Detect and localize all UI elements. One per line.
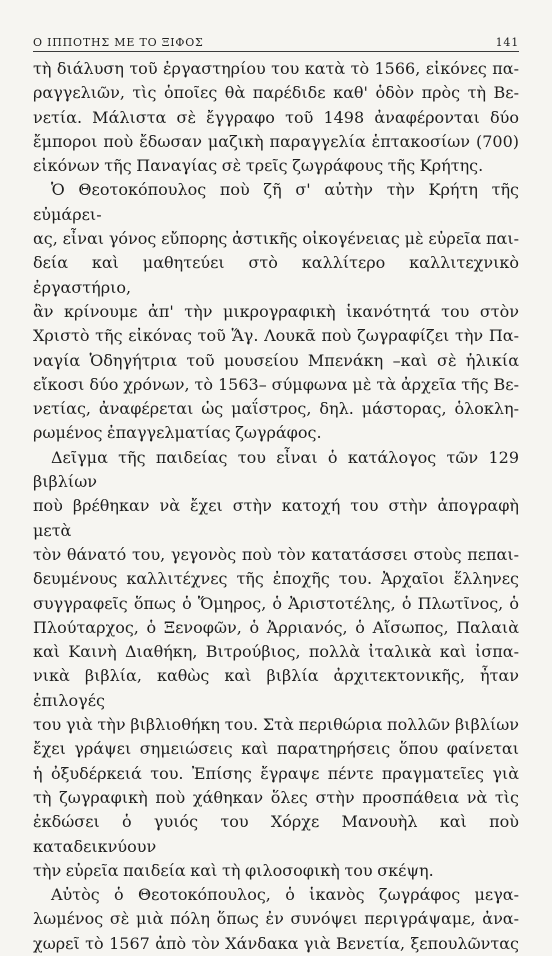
- text-line: συγγραφεῖς ὅπως ὁ Ὅμηρος, ὁ Ἀριστοτέλης, ὁ Πλωτῖνος, ὁ: [33, 593, 519, 613]
- text-line: τὴ διάλυση τοῦ ἐργαστηρίου του κατὰ τὸ 1566, εἰκόνες πα-: [33, 59, 519, 78]
- text-line: Αὐτὸς ὁ Θεοτοκόπουλος, ὁ ἱκανὸς ζωγράφος μεγα-: [51, 885, 519, 905]
- text-line: Χριστὸ τῆς εἰκόνας τοῦ Ἅγ. Λουκᾶ ποὺ ζωγραφίζει τὴν Πα-: [33, 326, 519, 346]
- text-line: καὶ Καινὴ Διαθήκη, Βιτρούβιος, πολλὰ ἰταλικὰ καὶ ἰσπα-: [33, 642, 519, 662]
- text-line: ἔμποροι ποὺ ἔδωσαν μαζικὴ παραγγελία ἑπτακοσίων (700): [33, 131, 519, 151]
- text-line: νετία. Μάλιστα σὲ ἔγγραφο τοῦ 1498 ἀναφέρονται δύο: [33, 107, 519, 127]
- text-line: Δεῖγμα τῆς παιδείας του εἶναι ὁ κατάλογος τῶν 129 βιβλίων: [33, 447, 519, 492]
- text-line: νετίας, ἀναφέρεται ὡς μαΐστρος, δηλ. μάστορας, ὁλοκλη-: [33, 399, 519, 419]
- text-line: χωρεῖ τὸ 1567 ἀπὸ τὸν Χάνδακα γιὰ Βενετία, ξεπουλῶντας: [33, 933, 519, 953]
- text-line: ἡ ὀξυδέρκειά του. Ἐπίσης ἔγραψε πέντε πραγματεῖες γιὰ: [33, 763, 519, 783]
- text-line: νικὰ βιβλία, καθὼς καὶ βιβλία ἀρχιτεκτονικῆς, ἦταν ἐπιλογές: [33, 666, 519, 710]
- body-text: [33, 57, 519, 956]
- text-line: ἐκδώσει ὁ γυιός του Χόρχε Μανουὴλ καὶ ποὺ καταδεικνύουν: [33, 812, 519, 856]
- text-line: εἰκόνων τῆς Παναγίας σὲ τρεῖς ζωγράφους τῆς Κρήτης.: [33, 156, 484, 176]
- text-line: δεία καὶ μαθητεύει στὸ καλλίτερο καλλιτεχνικὸ ἐργαστήριο,: [33, 253, 519, 297]
- text-line: ἂν κρίνουμε ἀπ' τὴν μικρογραφικὴ ἱκανότητά του στὸν: [33, 301, 519, 321]
- text-line: ρωμένος ἐπαγγελματίας ζωγράφος.: [33, 423, 322, 443]
- text-line: ποὺ βρέθηκαν νὰ ἔχει στὴν κατοχή του στὴν ἀπογραφὴ μετὰ: [33, 496, 519, 540]
- text-line: τὸν θάνατό του, γεγονὸς ποὺ τὸν κατατάσσει στοὺς πεπαι-: [33, 544, 519, 564]
- text-line: ας, εἶναι γόνος εὔπορης ἀστικῆς οἰκογένειας μὲ εὐρεῖα παι-: [33, 229, 519, 249]
- text-line: του γιὰ τὴν βιβλιοθήκη του. Στὰ περιθώρια πολλῶν βιβλίων: [33, 715, 519, 735]
- text-line: ναγία Ὁδηγήτρια τοῦ μουσείου Μπενάκη –καὶ σὲ ἡλικία: [33, 350, 519, 370]
- text-line: δευμένους καλλιτέχνες τῆς ἐποχῆς του. Ἀρχαῖοι ἕλληνες: [33, 569, 519, 589]
- text-line: λωμένος σὲ μιὰ πόλη ὅπως ἐν συνόψει περιγράψαμε, ἀνα-: [33, 909, 519, 929]
- running-title: Ο ΙΠΠΟΤΗΣ ΜΕ ΤΟ ΞΙΦΟΣ: [33, 36, 204, 49]
- text-line: Ὁ Θεοτοκόπουλος ποὺ ζῆ σ' αὐτὴν τὴν Κρήτη τῆς εὐμάρει-: [33, 180, 519, 224]
- text-line: ἔχει γράψει σημειώσεις καὶ παρατηρήσεις ὅπου φαίνεται: [33, 739, 519, 759]
- text-line: εἴκοσι δύο χρόνων, τὸ 1563– σύμφωνα μὲ τὰ ἀρχεῖα τῆς Βε-: [33, 374, 519, 394]
- text-line: τὴν εὐρεῖα παιδεία καὶ τὴ φιλοσοφικὴ του σκέψη.: [33, 860, 434, 880]
- text-line: τὴ ζωγραφικὴ ποὺ χάθηκαν ὅλες στὴν προσπάθεια νὰ τὶς: [33, 787, 519, 807]
- text-line: Πλούταρχος, ὁ Ξενοφῶν, ὁ Ἀρριανός, ὁ Αἴσωπος, Παλαιὰ: [33, 617, 519, 637]
- text-line: ραγγελιῶν, τὶς ὁποῖες θὰ παρέδιδε καθ' ὁδὸν πρὸς τὴ Βε-: [33, 83, 519, 103]
- page-number: 141: [495, 36, 519, 49]
- page-header: [33, 27, 519, 52]
